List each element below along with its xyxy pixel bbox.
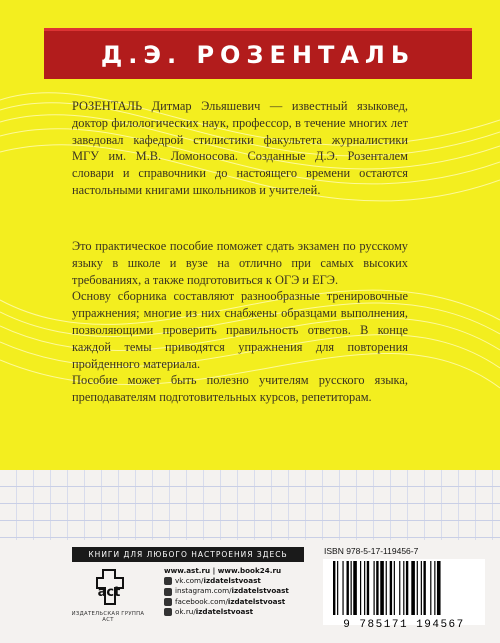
barcode-bars (323, 559, 485, 617)
website-links[interactable]: www.ast.ru | www.book24.ru (164, 566, 282, 575)
facebook-icon (164, 598, 172, 606)
logo-text: act (97, 585, 121, 600)
social-handle: izdatelstvoast (195, 606, 254, 616)
social-link-vk[interactable] (164, 576, 314, 586)
social-link-facebook[interactable] (164, 597, 314, 607)
book-description (72, 238, 408, 406)
author-bio: РОЗЕНТАЛЬ Дитмар Эльяшевич — известный языковед, доктор филологических наук, профессор, в течение многих лет заведовал кафедрой стилистики факультета журналистики МГУ им. М.В. Ломоносова. Созданные Д.Э. Розенталем словари и справочники до настоящего времени остаются настольными книгами школьников и учителей. (72, 99, 408, 197)
barcode (323, 559, 485, 625)
social-prefix: facebook.com/ (175, 596, 228, 606)
social-prefix: ok.ru/ (175, 606, 196, 616)
social-prefix: instagram.com/ (175, 586, 232, 596)
author-title-bar (44, 28, 472, 79)
description-paragraph: Основу сборника составляют разнообразные тренировочные упражнения; многие из них снабжены образцами выполнения, позволяющими проверить правильность ответов. В конце каждой темы приводятся упражнения для повторения пройденного материала. (72, 289, 408, 371)
barcode-number: 9 785171 194567 (343, 619, 465, 631)
footer-links (164, 566, 314, 617)
author-title: Д.Э. РОЗЕНТАЛЬ (100, 41, 416, 69)
description-paragraph: Это практическое пособие поможет сдать экзамен по русскому языку в школе и вузе на отлично при самых высоких требованиях, а также подготовиться к ОГЭ и ЕГЭ. (72, 239, 408, 287)
publisher-name: ИЗДАТЕЛЬСКАЯ ГРУППА АСТ (71, 611, 145, 623)
vk-icon (164, 577, 172, 585)
social-link-instagram[interactable] (164, 586, 314, 596)
instagram-icon (164, 588, 172, 596)
social-handle: izdatelstvoast (203, 576, 261, 586)
social-handle: izdatelstvoast (227, 596, 286, 606)
tagline: КНИГИ ДЛЯ ЛЮБОГО НАСТРОЕНИЯ ЗДЕСЬ (72, 547, 304, 562)
isbn-label: ISBN 978-5-17-119456-7 (324, 546, 419, 556)
social-prefix: vk.com/ (175, 576, 204, 586)
ast-logo-icon (85, 566, 133, 608)
social-link-ok[interactable] (164, 607, 314, 617)
ok-icon (164, 608, 172, 616)
description-paragraph: Пособие может быть полезно учителям русского языка, преподавателям подготовительных курсов, репетиторам. (72, 373, 408, 405)
social-handle: izdatelstvoast (231, 586, 289, 596)
notebook-lines (0, 470, 500, 540)
